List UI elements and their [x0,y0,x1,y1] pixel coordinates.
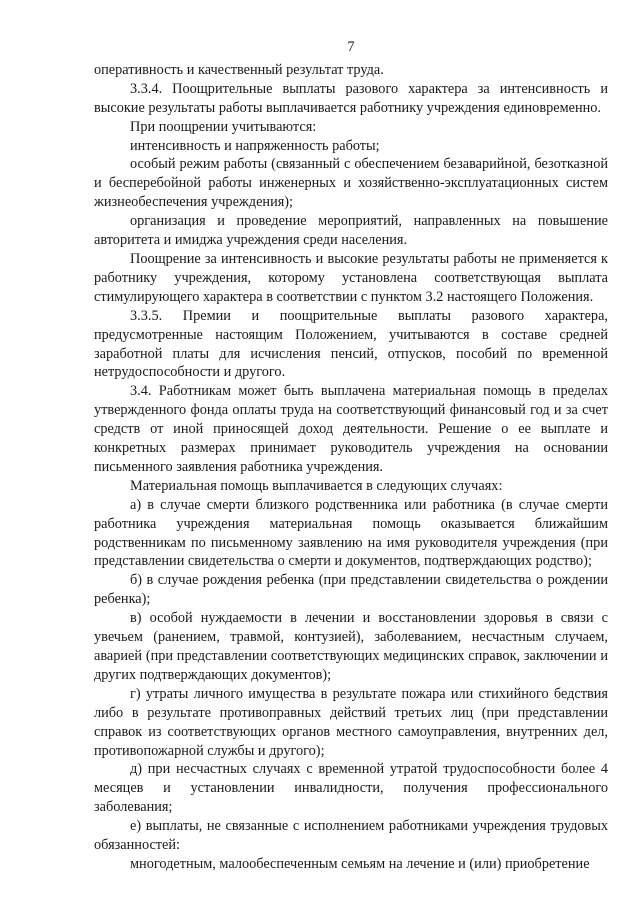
paragraph: 3.3.5. Премии и поощрительные выплаты разового характера, предусмотренные настоящим Положением, учитываются в составе средней заработной платы для исчисления пенсий, отпусков, пособий по временной нетрудоспособности и другого. [94,307,608,381]
document-body [94,61,608,874]
paragraph: При поощрении учитываются: [130,118,317,135]
paragraph: многодетным, малообеспеченным семьям на лечение и (или) приобретение [130,855,590,872]
paragraph: особый режим работы (связанный с обеспечением безаварийной, безотказной и бесперебойной работы инженерных и хозяйственно-эксплуатационных систем жизнеобеспечения учреждения); [94,156,608,211]
document-page [94,38,608,874]
paragraph: е) выплаты, не связанные с исполнением работниками учреждения трудовых обязанностей: [94,818,608,854]
paragraph: Материальная помощь выплачивается в следующих случаях: [130,477,503,494]
paragraph: организация и проведение мероприятий, направленных на повышение авторитета и имиджа учреждения среди населения. [94,213,608,249]
paragraph: д) при несчастных случаях с временной утратой трудоспособности более 4 месяцев и установлении инвалидности, получения профессионального заболевания; [94,761,608,816]
paragraph: 3.3.4. Поощрительные выплаты разового характера за интенсивность и высокие результаты работы выплачивается работнику учреждения единовременно. [94,80,608,116]
paragraph: интенсивность и напряженность работы; [130,137,380,154]
paragraph: б) в случае рождения ребенка (при представлении свидетельства о рождении ребенка); [94,572,608,608]
page-number: 7 [347,39,355,55]
paragraph: оперативность и качественный результат труда. [94,61,384,78]
paragraph: в) особой нуждаемости в лечении и восстановлении здоровья в связи с увечьем (ранением, травмой, контузией), заболеванием, несчастным случаем, аварией (при представлении соответствующих медицинских справок, заключении и других подтверждающих документов); [94,610,608,683]
paragraph: 3.4. Работникам может быть выплачена материальная помощь в пределах утвержденного фонда оплаты труда на соответствующий финансовый год и за счет средств от иной приносящей доход деятельности. Решение о ее выплате и конкретных размерах принимает руководитель учреждения на основании письменного заявления работника учреждения. [94,383,608,475]
paragraph: Поощрение за интенсивность и высокие результаты работы не применяется к работнику учреждения, которому установлена соответствующая выплата стимулирующего характера в соответствии с пунктом 3.2 настоящего Положения. [94,250,608,305]
paragraph: г) утраты личного имущества в результате пожара или стихийного бедствия либо в результате противоправных действий третьих лиц (при представлении справок из соответствующих органов местного самоуправления, внутренних дел, противопожарной службы и другого); [94,685,608,759]
paragraph: а) в случае смерти близкого родственника или работника (в случае смерти работника учреждения материальная помощь оказывается ближайшим родственникам по письменному заявлению на имя руководителя учреждения (при представлении свидетельства о смерти и документов, подтверждающих родство); [94,496,608,570]
